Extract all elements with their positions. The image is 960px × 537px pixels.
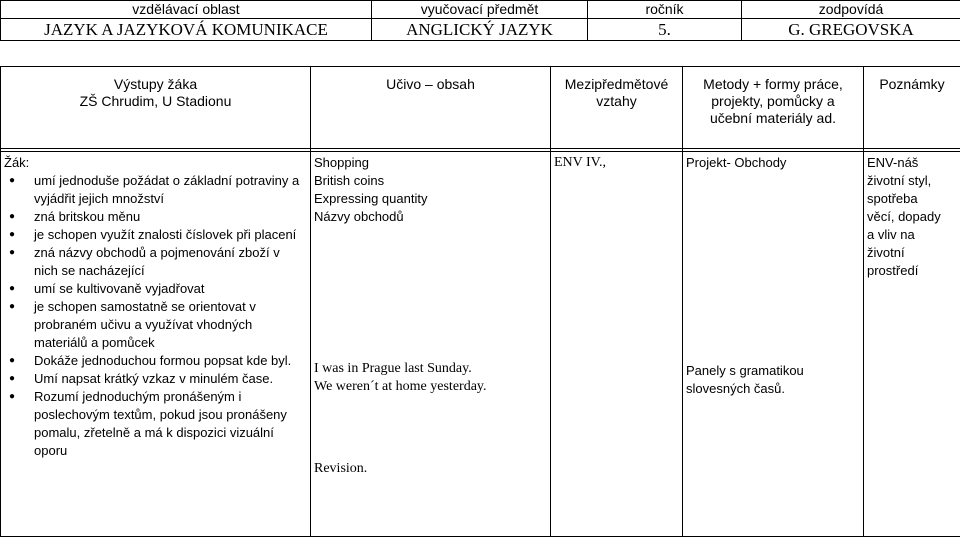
col-header-mezipredmetove — [551, 67, 683, 149]
vystupy-list — [4, 172, 307, 460]
mezipredmetove-value: ENV IV., — [554, 154, 679, 172]
list-item: ● umí se kultivovaně vyjadřovat — [4, 280, 307, 298]
col-header-metody-line3: učební materiály ad. — [686, 110, 860, 127]
ucivo-line: Expressing quantity — [314, 190, 547, 208]
metody-line: Panely s gramatikou — [686, 362, 860, 380]
poznamky-line: a vliv na — [867, 226, 957, 244]
value-rocnik: 5. — [588, 19, 742, 41]
ucivo-line: Shopping — [314, 154, 547, 172]
metody-block-panels — [686, 362, 860, 398]
curriculum-table — [0, 66, 960, 537]
col-header-ucivo-label: Učivo – obsah — [314, 76, 547, 93]
poznamky-line: životní styl, — [867, 172, 957, 190]
ucivo-line: We weren´t at home yesterday. — [314, 378, 547, 396]
ucivo-line: Názvy obchodů — [314, 208, 547, 226]
vystupy-cell — [1, 152, 311, 537]
col-header-poznamky — [864, 67, 960, 149]
ucivo-line: British coins — [314, 172, 547, 190]
col-header-mezi-line2: vztahy — [554, 93, 679, 110]
ucivo-line: I was in Prague last Sunday. — [314, 360, 547, 378]
metody-cell — [683, 152, 864, 537]
col-header-vystupy-line2: ZŠ Chrudim, U Stadionu — [4, 93, 307, 110]
poznamky-line: životní — [867, 244, 957, 262]
ucivo-revision: Revision. — [314, 460, 547, 478]
mezipredmetove-cell — [551, 152, 683, 537]
list-item: ● Umí napsat krátký vzkaz v minulém čase. — [4, 370, 307, 388]
value-vyucovaci-predmet: ANGLICKÝ JAZYK — [372, 19, 588, 41]
label-zodpovida: zodpovídá — [742, 1, 960, 19]
subject-header-table — [0, 0, 960, 41]
poznamky-line: věcí, dopady — [867, 208, 957, 226]
col-header-vystupy — [1, 67, 311, 149]
col-header-ucivo — [311, 67, 551, 149]
list-item: ● Rozumí jednoduchým pronášeným i poslechovým textům, pokud jsou pronášeny pomalu, zřetelně a má k dispozici vizuální oporu — [4, 388, 307, 460]
poznamky-line: ENV-náš — [867, 154, 957, 172]
col-header-metody — [683, 67, 864, 149]
list-item: ● je schopen samostatně se orientovat v probraném učivu a využívat vhodných materiálů a pomůcek — [4, 298, 307, 352]
col-header-mezi-line1: Mezipředmětové — [554, 76, 679, 93]
metody-line: slovesných časů. — [686, 380, 860, 398]
poznamky-cell — [864, 152, 960, 537]
ucivo-cell — [311, 152, 551, 537]
value-vzdelavaci-oblast: JAZYK A JAZYKOVÁ KOMUNIKACE — [1, 19, 372, 41]
col-header-metody-line1: Metody + formy práce, — [686, 76, 860, 93]
label-vyucovaci-predmet: vyučovací předmět — [372, 1, 588, 19]
list-item: ● zná názvy obchodů a pojmenování zboží v nich se nacházející — [4, 244, 307, 280]
list-item: ● Dokáže jednoduchou formou popsat kde byl. — [4, 352, 307, 370]
poznamky-line: prostředí — [867, 262, 957, 280]
col-header-metody-line2: projekty, pomůcky a — [686, 93, 860, 110]
label-rocnik: ročník — [588, 1, 742, 19]
label-vzdelavaci-oblast: vzdělávací oblast — [1, 1, 372, 19]
list-item: ● je schopen využít znalosti číslovek při placení — [4, 226, 307, 244]
col-header-poznamky-label: Poznámky — [867, 76, 957, 93]
value-zodpovida: G. GREGOVSKA — [742, 19, 960, 41]
col-header-vystupy-line1: Výstupy žáka — [4, 76, 307, 93]
list-item: ● umí jednoduše požádat o základní potraviny a vyjádřit jejich množství — [4, 172, 307, 208]
ucivo-block-shopping — [314, 154, 547, 226]
poznamky-line: spotřeba — [867, 190, 957, 208]
vystupy-intro: Žák: — [4, 154, 307, 172]
ucivo-block-past-tense — [314, 360, 547, 396]
list-item: ● zná britskou měnu — [4, 208, 307, 226]
metody-project: Projekt- Obchody — [686, 154, 860, 172]
